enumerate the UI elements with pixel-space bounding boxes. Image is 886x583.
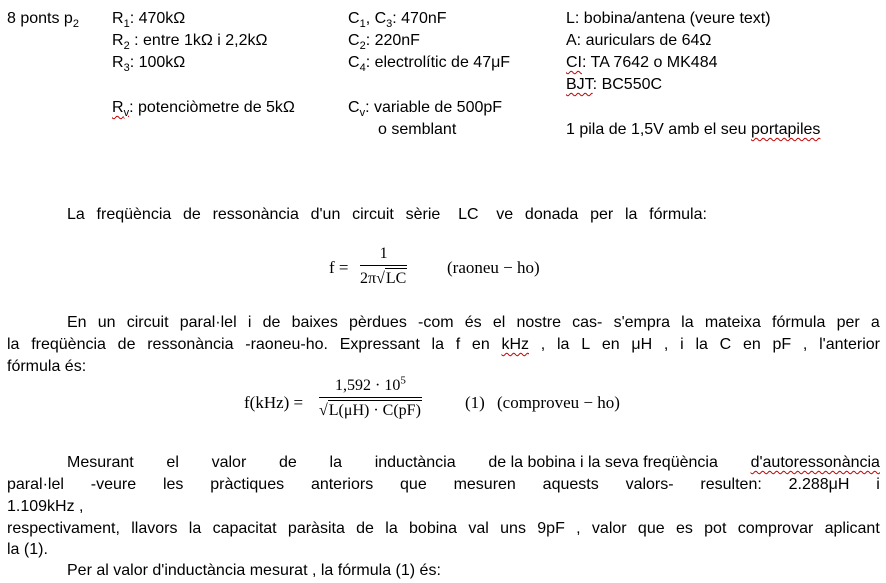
word: la <box>681 314 694 331</box>
fraction-bar <box>319 397 422 398</box>
c4-sub: 4 <box>359 62 366 75</box>
pila-portapiles: portapiles <box>751 121 821 138</box>
word: capacitat <box>212 520 277 537</box>
bjt-item <box>566 75 662 94</box>
word: , <box>802 336 808 353</box>
word: Mesurant <box>67 454 134 471</box>
cv-item <box>348 98 503 120</box>
word: La <box>67 206 85 223</box>
word: μH <box>631 336 653 353</box>
word: inductància <box>374 454 456 471</box>
cv-item-cont: o semblant <box>378 121 457 138</box>
r3-sub: 3 <box>123 62 130 75</box>
word: En <box>67 314 87 331</box>
word: bobina <box>409 520 458 537</box>
word: -com <box>418 314 454 331</box>
word: paràsita <box>287 520 345 537</box>
ci-label: CI <box>566 54 582 71</box>
word: la <box>7 336 20 353</box>
c4-text: : electrolític de 47μF <box>365 54 511 71</box>
paragraph3-line4 <box>7 519 880 538</box>
formula1-fraction <box>360 244 407 288</box>
word: anteriors <box>310 476 374 493</box>
word: valors- <box>625 476 674 493</box>
word: d'un <box>310 206 341 223</box>
word: les <box>162 476 184 493</box>
c4-symbol: C <box>348 54 360 71</box>
formula2-num-base: 1,592 · 10 <box>335 377 401 394</box>
word: per <box>590 206 614 223</box>
ci-item <box>566 53 718 72</box>
word: a <box>870 314 880 331</box>
radicand: LC <box>385 270 407 287</box>
word: paral·lel <box>179 314 237 331</box>
word: C <box>719 336 732 353</box>
word: la <box>188 520 202 537</box>
word: pràctiques <box>210 476 285 493</box>
word: és <box>464 314 482 331</box>
rv-text: : potenciòmetre de 5kΩ <box>129 99 295 116</box>
word: pot <box>704 520 727 537</box>
cv-symbol: C <box>348 99 360 116</box>
word: la <box>385 520 398 537</box>
word: L <box>581 336 591 353</box>
formula2-fraction <box>319 376 422 420</box>
formula2-eq-number: (1) <box>465 393 485 412</box>
word: aplicant <box>824 520 880 537</box>
r3-item <box>112 53 186 75</box>
r1-sub: 1 <box>123 18 130 31</box>
r1-symbol: R <box>112 10 124 27</box>
rv-sub: v <box>123 107 130 120</box>
word: de <box>356 520 374 537</box>
word: nostre <box>516 314 561 331</box>
word: kHz <box>501 336 530 353</box>
word: la <box>329 454 342 471</box>
word: f <box>455 336 461 353</box>
word: Expressant <box>339 336 420 353</box>
word: , <box>663 336 669 353</box>
c1-sub: 1 <box>359 18 366 31</box>
c2-item <box>348 31 420 53</box>
word: la <box>624 206 638 223</box>
word: LC <box>458 206 479 223</box>
word: freqüència <box>31 336 106 353</box>
c2-text: : 220nF <box>365 32 420 49</box>
pila-text: 1 pila de 1,5V amb el seu <box>566 121 752 138</box>
word: 9pF <box>537 520 565 537</box>
r2-sub: 2 <box>123 40 130 53</box>
c4-item <box>348 53 511 75</box>
c3-sub: 3 <box>386 18 393 31</box>
word: de <box>279 454 297 471</box>
word: paral·lel <box>7 476 64 493</box>
r2-text: : entre 1kΩ i 2,2kΩ <box>129 32 268 49</box>
word: -veure <box>90 476 137 493</box>
word: fórmula <box>772 314 826 331</box>
paragraph2-line1 <box>67 313 880 332</box>
word: en <box>742 336 761 353</box>
l-item: L: bobina/antena (veure text) <box>566 10 771 27</box>
cv-sub: v <box>359 107 366 120</box>
formula1-lhs: f = <box>329 258 349 277</box>
formula2-denominator <box>319 400 422 420</box>
c1c3-text: : 470nF <box>392 10 447 27</box>
ci-text: : TA 7642 o MK484 <box>582 54 718 71</box>
word: el <box>166 454 179 471</box>
c3-symbol: , C <box>365 10 387 27</box>
formula1-note: (raoneu − ho) <box>447 258 540 277</box>
formula2-note: (comproveu − ho) <box>497 393 620 412</box>
bjt-text: : BC550C <box>592 76 663 93</box>
word: en <box>601 336 620 353</box>
sqrt-symbol: √L(μH) · C(pF) <box>319 402 421 419</box>
word: respectivament, <box>7 520 120 537</box>
rv-symbol: R <box>112 99 124 116</box>
formula2-lhs: f(kHz) = <box>244 393 304 412</box>
word: -raoneu-ho. <box>245 336 328 353</box>
word: aquests <box>542 476 599 493</box>
word: que <box>637 520 665 537</box>
r2-symbol: R <box>112 32 124 49</box>
word: mesuren <box>453 476 516 493</box>
formula2-numerator <box>335 376 406 395</box>
two-pi: 2π <box>360 270 377 287</box>
word: cas- <box>572 314 603 331</box>
formula2-num-exp: 5 <box>400 374 406 387</box>
word: resulten: <box>700 476 762 493</box>
word: ressonància <box>212 206 299 223</box>
word: es <box>675 520 693 537</box>
r3-symbol: R <box>112 54 124 71</box>
paragraph3-line1 <box>67 453 880 472</box>
word: un <box>97 314 116 331</box>
word: baixes <box>291 314 338 331</box>
bjt-label: BJT <box>566 76 593 93</box>
word: fórmula: <box>649 206 707 223</box>
word: ve <box>496 206 514 223</box>
word: freqüència <box>96 206 172 223</box>
word: llavors <box>131 520 178 537</box>
word: el <box>492 314 506 331</box>
paragraph1-line <box>67 205 707 224</box>
word: pèrdues <box>349 314 407 331</box>
word: la <box>556 336 570 353</box>
word: s'empra <box>613 314 670 331</box>
word: que <box>400 476 427 493</box>
r1-item <box>112 9 186 31</box>
word: circuit <box>352 206 394 223</box>
word: ressonància <box>147 336 234 353</box>
paragraph3-line5: la (1). <box>7 541 48 558</box>
paragraph3-line2 <box>7 475 880 494</box>
word: la <box>431 336 444 353</box>
word: circuit <box>126 314 169 331</box>
c1c3-item <box>348 9 447 31</box>
formula1-denominator <box>360 268 407 288</box>
points-text: 8 ponts p <box>7 10 73 27</box>
r3-text: : 100kΩ <box>129 54 186 71</box>
a-item: A: auriculars de 64Ω <box>566 32 712 49</box>
word: valor <box>591 520 627 537</box>
c2-sub: 2 <box>359 40 366 53</box>
paragraph3-line6: Per al valor d'inductància mesurat , la fórmula (1) és: <box>67 562 441 579</box>
points-sub: 2 <box>72 18 79 31</box>
r1-text: : 470kΩ <box>129 10 186 27</box>
word: sèrie <box>405 206 441 223</box>
r2-item <box>112 31 268 53</box>
sqrt-symbol: √LC <box>376 270 407 287</box>
word: de <box>262 314 281 331</box>
rv-item <box>112 98 295 120</box>
pila-item <box>566 120 820 139</box>
word: de la bobina i la seva freqüència <box>488 454 718 471</box>
c1-symbol: C <box>348 10 360 27</box>
word: en <box>471 336 490 353</box>
word: , <box>540 336 546 353</box>
cv-text: : variable de 500pF <box>365 99 503 116</box>
word: l'anterior <box>819 336 880 353</box>
points-label <box>7 9 79 31</box>
word: i <box>247 314 252 331</box>
word: la <box>695 336 708 353</box>
word: comprovar <box>737 520 814 537</box>
word: i <box>680 336 684 353</box>
c2-symbol: C <box>348 32 360 49</box>
word: i <box>876 476 880 493</box>
word: d'autoressonància <box>750 454 880 471</box>
word: mateixa <box>704 314 761 331</box>
word: donada <box>524 206 579 223</box>
word: 2.288μH <box>788 476 850 493</box>
word: val <box>468 520 489 537</box>
radicand: L(μH) · C(pF) <box>328 402 421 419</box>
word: per <box>836 314 860 331</box>
word: valor <box>211 454 247 471</box>
word: uns <box>500 520 526 537</box>
word: pF <box>772 336 792 353</box>
paragraph3-line3: 1.109kHz , <box>7 498 84 515</box>
paragraph2-line3: fórmula és: <box>7 358 87 375</box>
word: de <box>183 206 201 223</box>
formula1-numerator: 1 <box>379 245 388 262</box>
word: de <box>117 336 136 353</box>
fraction-bar <box>360 265 407 266</box>
paragraph2-line2 <box>7 335 880 354</box>
rv-symbol-group <box>112 99 130 120</box>
word: , <box>576 520 581 537</box>
